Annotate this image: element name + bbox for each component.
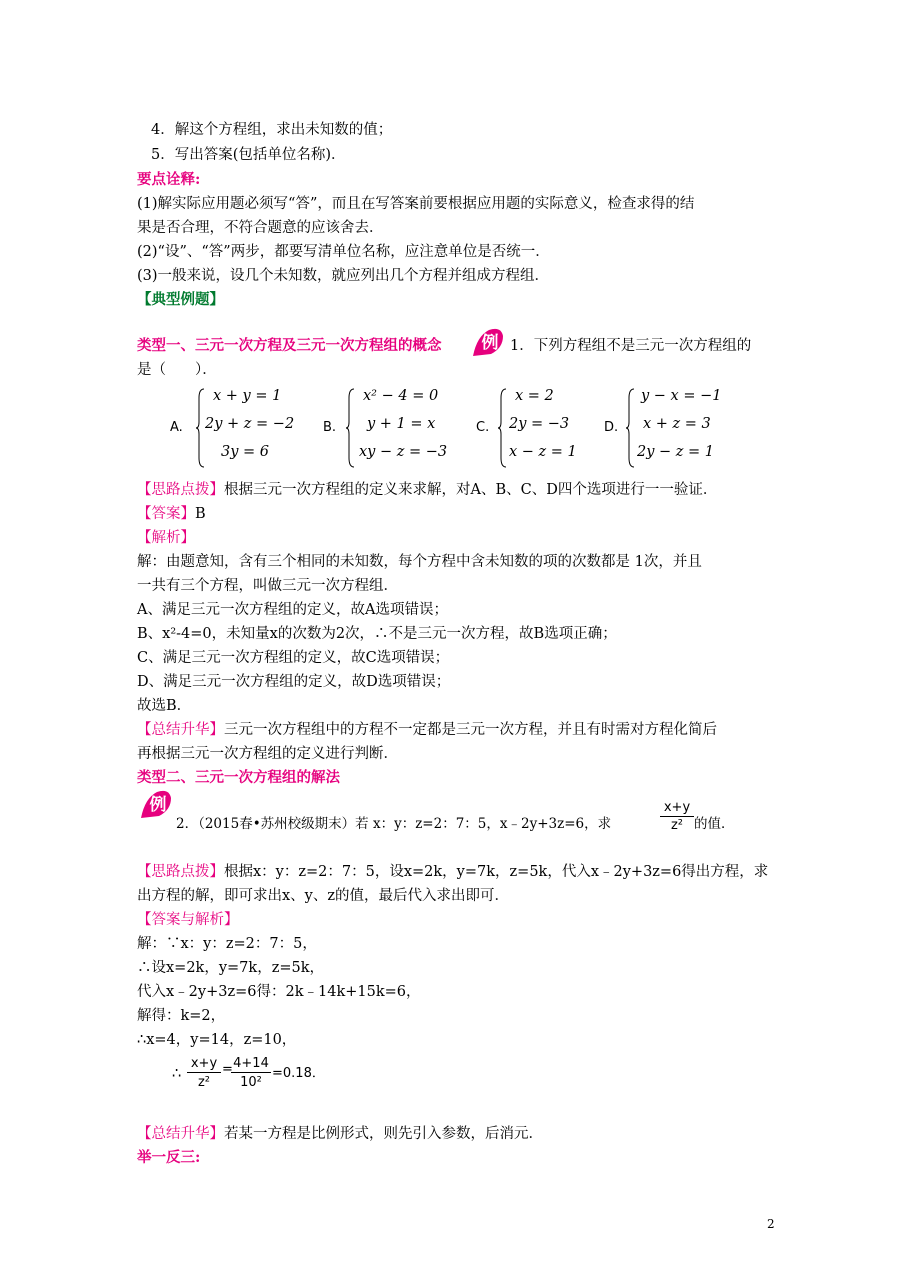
- analysis-label: 【解析】: [137, 530, 195, 546]
- fraction-numerator: x+y: [187, 1056, 221, 1073]
- summary-label: 【总结升华】: [137, 1126, 224, 1142]
- solution-line: ∴设x=2k，y=7k，z=5k，: [137, 960, 324, 976]
- option-b-row-2: y + 1 = x: [367, 416, 436, 432]
- note-2: (2)“设”、“答”两步，都要写清单位名称，应注意单位是否统一．: [137, 244, 550, 260]
- option-b-row-3: xy − z = −3: [359, 444, 448, 460]
- fraction-numerator: 4+14: [231, 1056, 271, 1073]
- analysis-line: D、满足三元一次方程组的定义，故D选项错误；: [137, 674, 451, 690]
- summary-text: 三元一次方程组中的方程不一定都是三元一次方程，并且有时需对方程化简后: [224, 722, 717, 738]
- option-a-row-2: 2y + z = −2: [205, 416, 295, 432]
- example-badge-1: [469, 326, 505, 362]
- option-c-label: C.: [476, 420, 490, 435]
- type1-summary-b: 再根据三元一次方程组的定义进行判断．: [137, 746, 398, 762]
- final-result: =0.18．: [272, 1066, 325, 1081]
- hint-label: 【思路点拨】: [137, 864, 224, 880]
- option-c-row-1: x = 2: [515, 388, 554, 404]
- type1-question-a: 1．下列方程组不是三元一次方程组的: [510, 338, 752, 354]
- step-5: 5．写出答案(包括单位名称)．: [151, 147, 346, 163]
- hint-text: 根据三元一次方程组的定义来求解，对A、B、C、D四个选项进行一一验证．: [224, 482, 718, 498]
- solution-line: 解：∵x：y：z=2：7：5，: [137, 936, 317, 952]
- type2-hint-b: 出方程的解，即可求出x、y、z的值，最后代入求出即可．: [137, 888, 510, 904]
- type1-answer: [137, 504, 206, 524]
- badge-text: 例: [149, 795, 167, 815]
- option-c-system: [497, 386, 587, 470]
- option-b-row-1: x² − 4 = 0: [363, 388, 439, 404]
- answer-label: 【答案】: [137, 506, 195, 522]
- brace-icon: [497, 388, 507, 468]
- option-a-label: A.: [170, 420, 183, 435]
- final-eq: =: [222, 1062, 233, 1077]
- final-prefix: ∴: [172, 1066, 182, 1082]
- type1-question-b: 是（ ）．: [137, 362, 217, 378]
- analysis-line: 一共有三个方程，叫做三元一次方程组．: [137, 578, 398, 594]
- type2-hint-a: [137, 862, 768, 882]
- solution-line: 代入x﹣2y+3z=6得：2k﹣14k+15k=6，: [137, 984, 421, 1000]
- type2-question-end: 的值．: [694, 816, 735, 832]
- analysis-line: 解：由题意知，含有三个相同的未知数，每个方程中含未知数的项的次数都是 1次，并且: [137, 554, 702, 570]
- step-4: 4．解这个方程组，求出未知数的值；: [151, 122, 393, 138]
- final-fraction-1: [187, 1056, 221, 1093]
- brace-icon: [195, 388, 205, 468]
- extend-title: 举一反三:: [137, 1149, 201, 1166]
- fraction-denominator: z²: [670, 818, 684, 833]
- analysis-line: A、满足三元一次方程组的定义，故A选项错误；: [137, 602, 448, 618]
- brace-icon: [625, 388, 635, 468]
- option-d-row-1: y − x = −1: [641, 388, 722, 404]
- summary-label: 【总结升华】: [137, 722, 224, 738]
- option-d-row-2: x + z = 3: [643, 416, 711, 432]
- option-c-row-3: x − z = 1: [509, 444, 577, 460]
- analysis-line: C、满足三元一次方程组的定义，故C选项错误；: [137, 650, 450, 666]
- note-1b: 果是否合理，不符合题意的应该舍去．: [137, 220, 384, 236]
- solution-line: 解得：k=2，: [137, 1008, 226, 1024]
- hint-text: 根据x：y：z=2：7：5，设x=2k，y=7k，z=5k，代入x﹣2y+3z=6得出方程，求: [224, 864, 769, 880]
- hint-label: 【思路点拨】: [137, 482, 224, 498]
- option-a-system: [195, 386, 305, 470]
- type1-title: 类型一、三元一次方程及三元一次方程组的概念: [137, 337, 442, 354]
- example-badge-2: [137, 788, 173, 824]
- type2-question: 2．（2015春•苏州校级期末）若 x：y：z=2：7：5，x﹣2y+3z=6，求: [176, 816, 612, 832]
- fraction-denominator: 10²: [240, 1075, 262, 1090]
- option-a-row-1: x + y = 1: [213, 388, 282, 404]
- type1-hint: [137, 480, 717, 500]
- type1-summary-a: [137, 720, 717, 740]
- solution-line: ∴x=4，y=14，z=10，: [137, 1032, 297, 1048]
- type2-title: 类型二、三元一次方程组的解法: [137, 769, 340, 786]
- answer-text: B: [195, 506, 206, 522]
- analysis-line: B、x²-4=0，未知量x的次数为2次，∴不是三元一次方程，故B选项正确；: [137, 626, 617, 642]
- note-1a: (1)解实际应用题必须写“答”，而且在写答案前要根据应用题的实际意义，检查求得的结: [137, 196, 695, 212]
- final-fraction-2: [231, 1056, 271, 1093]
- question-fraction: [660, 800, 694, 835]
- typical-examples-title: 【典型例题】: [137, 291, 224, 308]
- analysis-line: 故选B．: [137, 698, 192, 714]
- fraction-denominator: z²: [197, 1075, 211, 1090]
- option-c-row-2: 2y = −3: [509, 416, 570, 432]
- option-b-system: [345, 386, 455, 470]
- badge-text: 例: [481, 333, 499, 353]
- option-b-label: B.: [323, 420, 337, 435]
- option-d-row-3: 2y − z = 1: [637, 444, 715, 460]
- option-a-row-3: 3y = 6: [221, 444, 270, 460]
- answer-analysis-label: 【答案与解析】: [137, 912, 239, 928]
- type2-summary: [137, 1124, 543, 1144]
- option-d-system: [625, 386, 735, 470]
- summary-text: 若某一方程是比例形式，则先引入参数，后消元．: [224, 1126, 543, 1142]
- fraction-numerator: x+y: [660, 800, 694, 817]
- notes-title: 要点诠释:: [137, 171, 201, 188]
- brace-icon: [345, 388, 355, 468]
- option-d-label: D.: [604, 420, 619, 435]
- page-number: 2: [767, 1217, 775, 1231]
- note-3: (3)一般来说，设几个未知数，就应列出几个方程并组成方程组．: [137, 268, 550, 284]
